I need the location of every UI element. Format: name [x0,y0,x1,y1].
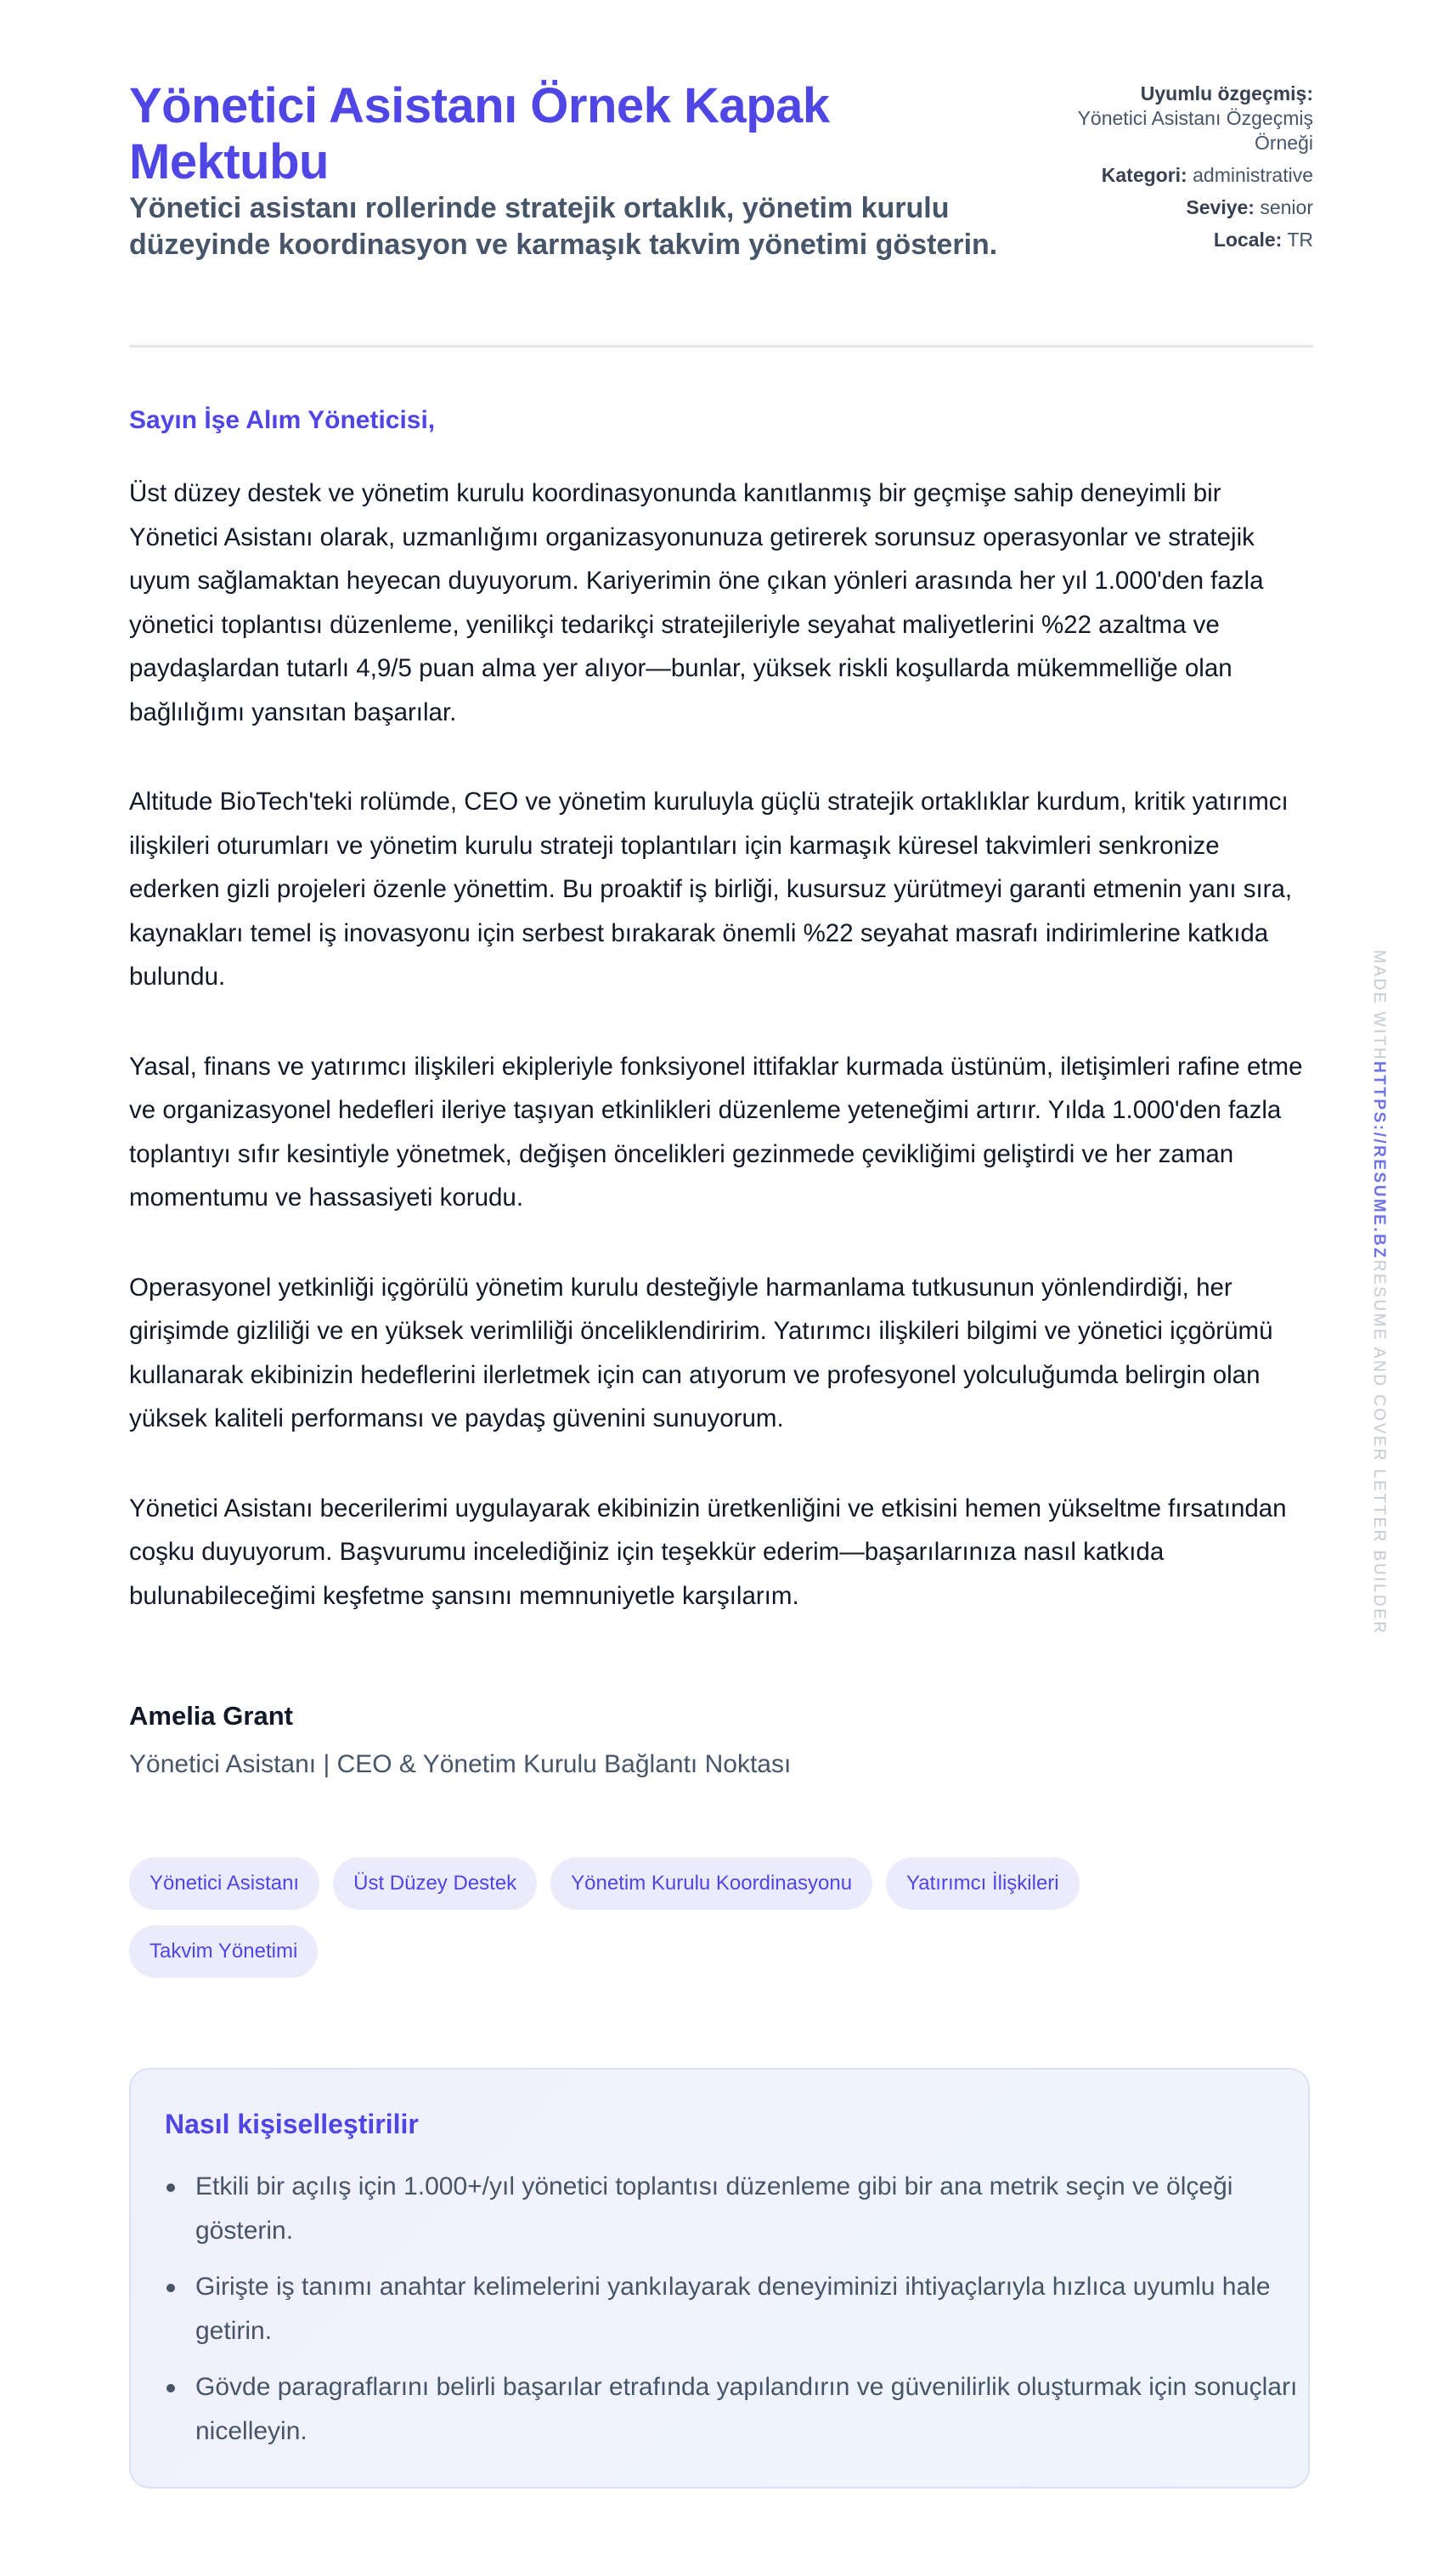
meta-locale-value: TR [1287,229,1313,251]
tag[interactable]: Takvim Yönetimi [129,1925,318,1978]
header [129,0,1313,347]
tag[interactable]: Üst Düzey Destek [333,1857,537,1910]
meta-resume [1041,82,1313,155]
signature-title: Yönetici Asistanı | CEO & Yönetim Kurulu Bağlantı Noktası [129,1750,792,1778]
tag[interactable]: Yönetim Kurulu Koordinasyonu [550,1857,872,1910]
letter-paragraph: Altitude BioTech'teki rolümde, CEO ve yönetim kuruluyla güçlü stratejik ortaklıklar kurdum, kritik yatırımcı ilişkileri oturumları ve yönetim kurulu strateji toplantıları için karmaşık küresel takvimleri senkronize ederken gizli projeleri özenle yönettim. Bu proaktif iş birliği, kusursuz yürütmeyi garanti etmenin yanı sıra, kaynakları temel iş inovasyonu için serbest bırakarak önemli %22 seyahat masrafı indirimlerine katkıda bulundu. [129,788,1293,991]
letter-body [129,472,1313,1664]
tips-list [165,2165,1300,2466]
watermark-link[interactable]: HTTPS://RESUME.BZ [1370,1061,1388,1260]
meta-level [1041,195,1313,220]
tip-item: Girişte iş tanımı anahtar kelimelerini yankılayarak deneyiminizi ihtiyaçlarıyla hızlıca uyumlu hale getirin. [195,2265,1300,2353]
tag[interactable]: Yönetici Asistanı [129,1857,319,1910]
tip-item: Gövde paragraflarını belirli başarılar etrafında yapılandırın ve güvenilirlik oluşturmak için sonuçları nicelleyin. [195,2365,1300,2454]
letter-paragraph: Yönetici Asistanı becerilerimi uygulayarak ekibinizin üretkenliğini ve etkisini hemen yükseltme fırsatından coşku duyuyorum. Başvurumu incelediğiniz için teşekkür ederim—başarılarınıza nasıl katkıda bulunabileceğimi keşfetme şansını memnuniyetle karşılarım. [129,1494,1287,1610]
meta-resume-value: Yönetici Asistanı Özgeçmiş Örneği [1077,107,1313,154]
signature-name: Amelia Grant [129,1701,293,1731]
salutation: Sayın İşe Alım Yöneticisi, [129,406,436,434]
letter-paragraph: Yasal, finans ve yatırımcı ilişkileri ekipleriyle fonksiyonel ittifaklar kurmada üstünüm, iletişimleri rafine etme ve organizasyonel hedefleri ileriye taşıyan etkinlikleri düzenleme yeteneğimi artırır. Yılda 1.000'den fazla toplantıyı sıfır kesintiyle yönetmek, değişen öncelikleri gezinmede çevikliğimi geliştirdi ve her zaman momentumu ve hassasiyeti korudu. [129,1052,1303,1212]
tag[interactable]: Yatırımcı İlişkileri [886,1857,1080,1910]
tips-title: Nasıl kişiselleştirilir [165,2109,419,2139]
meta-category-value: administrative [1193,164,1313,186]
meta-locale-label: Locale: [1213,229,1283,251]
meta-locale [1041,228,1313,252]
page-title: Yönetici Asistanı Örnek Kapak Mektubu [129,78,830,189]
meta-category [1041,163,1313,188]
meta-resume-label: Uyumlu özgeçmiş: [1140,82,1313,105]
customization-tips-box [129,2068,1310,2488]
watermark-suffix: RESUME AND COVER LETTER BUILDER [1370,1259,1388,1635]
meta-level-value: senior [1260,196,1313,218]
letter-paragraph: Operasyonel yetkinliği içgörülü yönetim kurulu desteğiyle harmanlama tutkusunun yönlendirdiği, her girişimde gizliliği ve en yüksek verimliliği önceliklendiririm. Yatırımcı ilişkileri bilgimi ve yönetici içgörümü kullanarak ekibinizin hedeflerini ilerletmek için can atıyorum ve profesyonel yolculuğumda belirgin olan yüksek kaliteli performansı ve paydaş güvenini sunuyorum. [129,1273,1273,1432]
meta-panel [1041,82,1313,260]
watermark [1369,950,1388,1635]
tip-item: Etkili bir açılış için 1.000+/yıl yönetici toplantısı düzenleme gibi bir ana metrik seçin ve ölçeği gösterin. [195,2165,1300,2253]
watermark-prefix: MADE WITH [1370,950,1388,1062]
meta-level-label: Seviye: [1186,196,1255,218]
page-subtitle: Yönetici asistanı rollerinde stratejik ortaklık, yönetim kurulu düzeyinde koordinasyon ve karmaşık takvim yönetimi gösterin. [129,192,998,261]
letter-paragraph: Üst düzey destek ve yönetim kurulu koordinasyonunda kanıtlanmış bir geçmişe sahip deneyimli bir Yönetici Asistanı olarak, uzmanlığımı organizasyonunuza getirerek sorunsuz operasyonlar ve stratejik uyum sağlamaktan heyecan duyuyorum. Kariyerimin öne çıkan yönleri arasında her yıl 1.000'den fazla yönetici toplantısı düzenleme, yenilikçi tedarikçi stratejileriyle seyahat maliyetlerini %22 azaltma ve paydaşlardan tutarlı 4,9/5 puan alma yer alıyor—bunlar, yüksek riskli koşullarda mükemmelliğe olan bağlılığımı yansıtan başarılar. [129,479,1264,726]
tag-list [129,1857,1233,1978]
meta-category-label: Kategori: [1101,164,1187,186]
cover-letter-page [129,0,1313,2445]
